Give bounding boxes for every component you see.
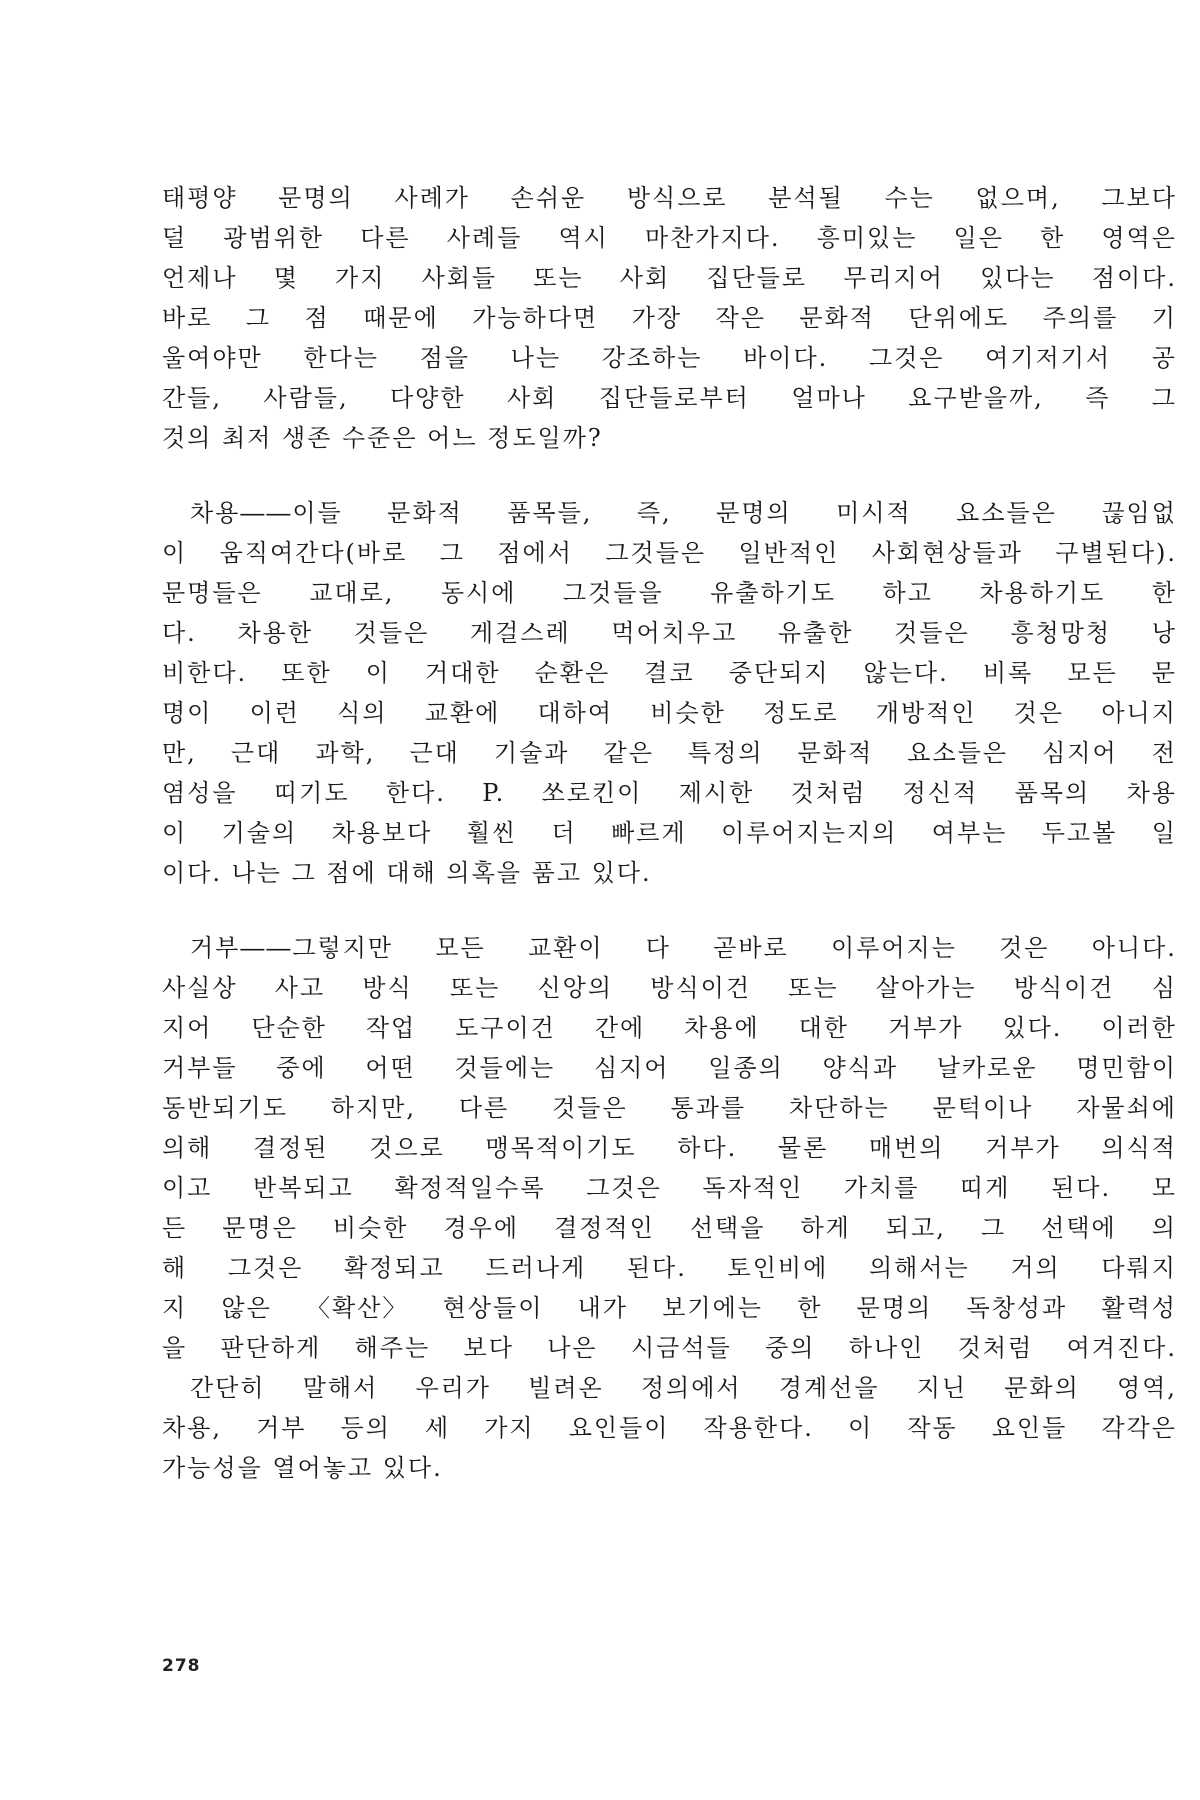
text-line: 거부들 중에 어떤 것들에는 심지어 일종의 양식과 날카로운 명민함이	[162, 1054, 1177, 1082]
text-line: 든 문명은 비슷한 경우에 결정적인 선택을 하게 되고, 그 선택에 의	[162, 1214, 1177, 1242]
text-line: 지 않은 〈확산〉 현상들이 내가 보기에는 한 문명의 독창성과 활력성	[162, 1294, 1177, 1322]
text-line: 간들, 사람들, 다양한 사회 집단들로부터 얼마나 요구받을까, 즉 그	[162, 384, 1177, 412]
text-line: 태평양 문명의 사례가 손쉬운 방식으로 분석될 수는 없으며, 그보다	[162, 184, 1177, 212]
text-line: 이고 반복되고 확정적일수록 그것은 독자적인 가치를 띠게 된다. 모	[162, 1174, 1177, 1202]
text-line: 동반되기도 하지만, 다른 것들은 통과를 차단하는 문턱이나 자물쇠에	[162, 1094, 1177, 1122]
text-line: 울여야만 한다는 점을 나는 강조하는 바이다. 그것은 여기저기서 공	[162, 344, 1177, 372]
text-line: 언제나 몇 가지 사회들 또는 사회 집단들로 무리지어 있다는 점이다.	[162, 264, 1177, 292]
text-line: 바로 그 점 때문에 가능하다면 가장 작은 문화적 단위에도 주의를 기	[162, 304, 1177, 332]
page-number: 278	[162, 1656, 201, 1676]
text-line: 것의 최저 생존 수준은 어느 정도일까?	[162, 424, 603, 452]
text-line: 을 판단하게 해주는 보다 나은 시금석들 중의 하나인 것처럼 여겨진다.	[162, 1334, 1177, 1362]
text-line: 해 그것은 확정되고 드러나게 된다. 토인비에 의해서는 거의 다뤄지	[162, 1254, 1177, 1282]
text-line: 사실상 사고 방식 또는 신앙의 방식이건 또는 살아가는 방식이건 심	[162, 974, 1177, 1002]
text-line: 차용, 거부 등의 세 가지 요인들이 작용한다. 이 작동 요인들 각각은	[162, 1414, 1177, 1442]
text-line: 거부――그렇지만 모든 교환이 다 곧바로 이루어지는 것은 아니다.	[190, 934, 1177, 962]
text-line: 염성을 띠기도 한다. P. 쏘로킨이 제시한 것처럼 정신적 품목의 차용	[162, 779, 1177, 807]
text-line: 이 움직여간다(바로 그 점에서 그것들은 일반적인 사회현상들과 구별된다).	[162, 539, 1177, 567]
text-line: 의해 결정된 것으로 맹목적이기도 하다. 물론 매번의 거부가 의식적	[162, 1134, 1177, 1162]
text-line: 덜 광범위한 다른 사례들 역시 마찬가지다. 흥미있는 일은 한 영역은	[162, 224, 1177, 252]
text-line: 지어 단순한 작업 도구이건 간에 차용에 대한 거부가 있다. 이러한	[162, 1014, 1177, 1042]
text-line: 명이 이런 식의 교환에 대하여 비슷한 정도로 개방적인 것은 아니지	[162, 699, 1177, 727]
text-line: 차용――이들 문화적 품목들, 즉, 문명의 미시적 요소들은 끊임없	[190, 499, 1177, 527]
text-line: 비한다. 또한 이 거대한 순환은 결코 중단되지 않는다. 비록 모든 문	[162, 659, 1177, 687]
text-line: 이 기술의 차용보다 훨씬 더 빠르게 이루어지는지의 여부는 두고볼 일	[162, 819, 1177, 847]
text-line: 다. 차용한 것들은 게걸스레 먹어치우고 유출한 것들은 흥청망청 낭	[162, 619, 1177, 647]
text-line: 이다. 나는 그 점에 대해 의혹을 품고 있다.	[162, 859, 652, 887]
text-line: 가능성을 열어놓고 있다.	[162, 1454, 443, 1482]
text-line: 문명들은 교대로, 동시에 그것들을 유출하기도 하고 차용하기도 한	[162, 579, 1177, 607]
text-line: 만, 근대 과학, 근대 기술과 같은 특정의 문화적 요소들은 심지어 전	[162, 739, 1177, 767]
text-line: 간단히 말해서 우리가 빌려온 정의에서 경계선을 지닌 문화의 영역,	[190, 1374, 1177, 1402]
